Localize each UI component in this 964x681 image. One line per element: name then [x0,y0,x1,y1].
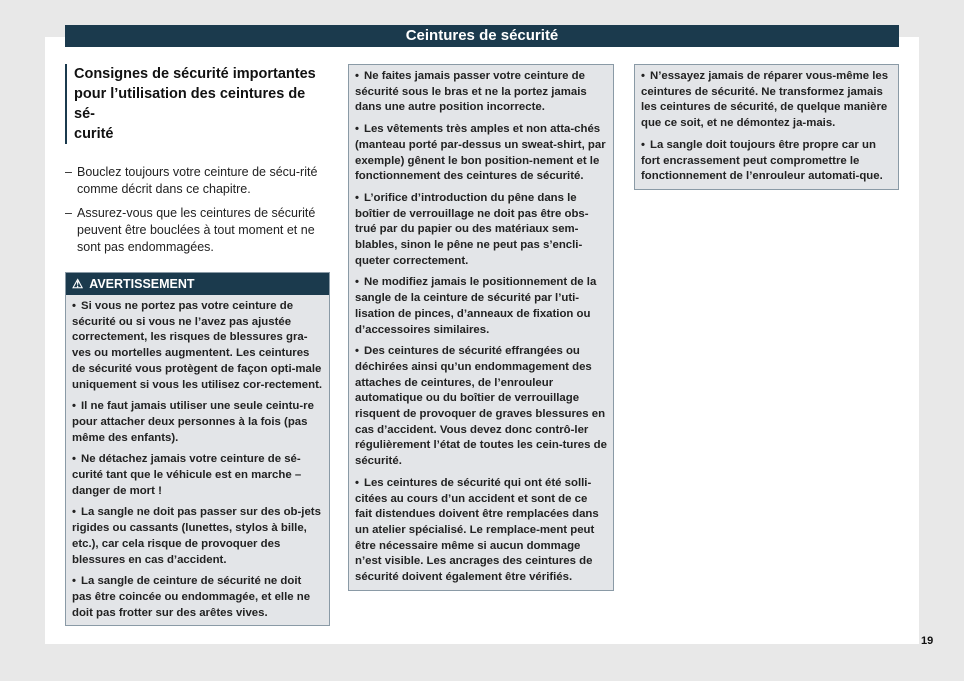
warning-item: • Ne modifiez jamais le positionnement de la sangle de la ceinture de sécurité par l’uti-lisation de pinces, d’anneaux de fixation ou d’accessoires similaires. [355,276,597,336]
bullet-icon: • [72,453,76,466]
bullet-icon: • [355,276,359,289]
warning-item: • Les vêtements très amples et non atta-chés (manteau porté par-dessus un sweat-shirt, par exemple) gênent le bon position-nement et le fonctionnement des ceintures de sécurité. [355,123,606,183]
bullet-icon: • [72,506,76,519]
warning-label: AVERTISSEMENT [89,277,195,291]
warning-item: • N’essayez jamais de réparer vous-même les ceintures de sécurité. Ne transformez jamais les ceintures de sécurité, de quelque manière que ce soit, et ne démontez ja-mais. [641,70,889,130]
bullet-icon: • [641,138,645,151]
warning-item: • Les ceintures de sécurité qui ont été solli-citées au cours d’un accident et sont de ce fait distendues doivent être remplacées dans un atelier spécialisé. Le remplace-ment peut être nécessaire même si aucun dommage n’est visible. Les ancrages des ceintures de sécurité doivent également être vérifiés. [355,476,599,584]
section-title-line: curité [74,126,114,142]
warning-item: • La sangle de ceinture de sécurité ne doit pas être coincée ou endommagée, et elle ne doit pas frotter sur des arêtes vives. [72,575,311,619]
column-1 [65,64,330,626]
section-title-line: pour l’utilisation des ceintures de sé- [74,86,306,122]
bullet-icon: • [72,300,76,312]
warning-triangle-icon: ⚠ [72,277,84,291]
warning-continued-box [634,64,899,190]
page-number: 19 [921,635,934,647]
bullet-icon: • [355,70,359,82]
column-2 [348,64,614,591]
warning-item: • La sangle ne doit pas passer sur des ob-jets rigides ou cassants (lunettes, stylos à bille, etc.), car cela risque de provoquer des blessures en cas d’accident. [72,506,321,566]
warning-item: • Ne détachez jamais votre ceinture de sé-curité tant que le véhicule est en marche – danger de mort ! [72,453,302,497]
section-title-line: Consignes de sécurité importantes [74,66,316,82]
warning-item: • L’orifice d’introduction du pêne dans le boîtier de verrouillage ne doit pas être obs-trué par du papier ou des matériaux sem-blables, sinon le pêne ne peut pas s’encli-queter correctement. [355,191,589,267]
intro-item: – Assurez-vous que les ceintures de sécurité peuvent être bouclées à tout moment et ne sont pas endommagées. [65,205,330,256]
bullet-icon: • [355,345,359,358]
warning-body [66,295,329,625]
bullet-icon: • [355,476,359,489]
warning-item: • Des ceintures de sécurité effrangées ou déchirées ainsi qu’un endommagement des attaches de ceintures, de l’enrouleur automatique ou du boîtier de verrouillage risquent de provoquer de graves blessures en cas d’accident. Vous devez donc contrô-ler régulièrement l’état de toutes les cein-tures de sécurité. [355,345,607,468]
warning-continued-box [348,64,614,591]
bullet-icon: • [355,123,359,136]
bullet-icon: • [355,191,359,204]
bullet-icon: • [72,575,76,588]
section-title [65,64,330,144]
warning-item: • Ne faites jamais passer votre ceinture de sécurité sous le bras et ne la portez jamais dans une autre position incorrecte. [355,70,587,114]
intro-list [65,164,330,256]
intro-item: – Bouclez toujours votre ceinture de sécu-rité comme décrit dans ce chapitre. [65,164,330,198]
chapter-header [65,25,899,47]
bullet-icon: • [72,400,76,413]
warning-header [66,273,329,295]
column-3 [634,64,899,190]
warning-item: • Il ne faut jamais utiliser une seule ceintu-re pour attacher deux personnes à la fois (pas même des enfants). [72,400,314,444]
warning-box [65,272,330,626]
bullet-icon: • [641,70,645,82]
warning-item: • La sangle doit toujours être propre car un fort encrassement peut compromettre le fonctionnement de l’enrouleur automati-que. [641,138,883,183]
chapter-title: Ceintures de sécurité [405,27,559,44]
warning-item: • Si vous ne portez pas votre ceinture de sécurité ou si vous ne l’avez pas ajustée correctement, les risques de blessures gra-ves ou mortelles augmentent. Les ceintures de sécurité vous protègent de façon opti-male uniquement si vous les utilisez cor-rectement. [72,300,323,391]
